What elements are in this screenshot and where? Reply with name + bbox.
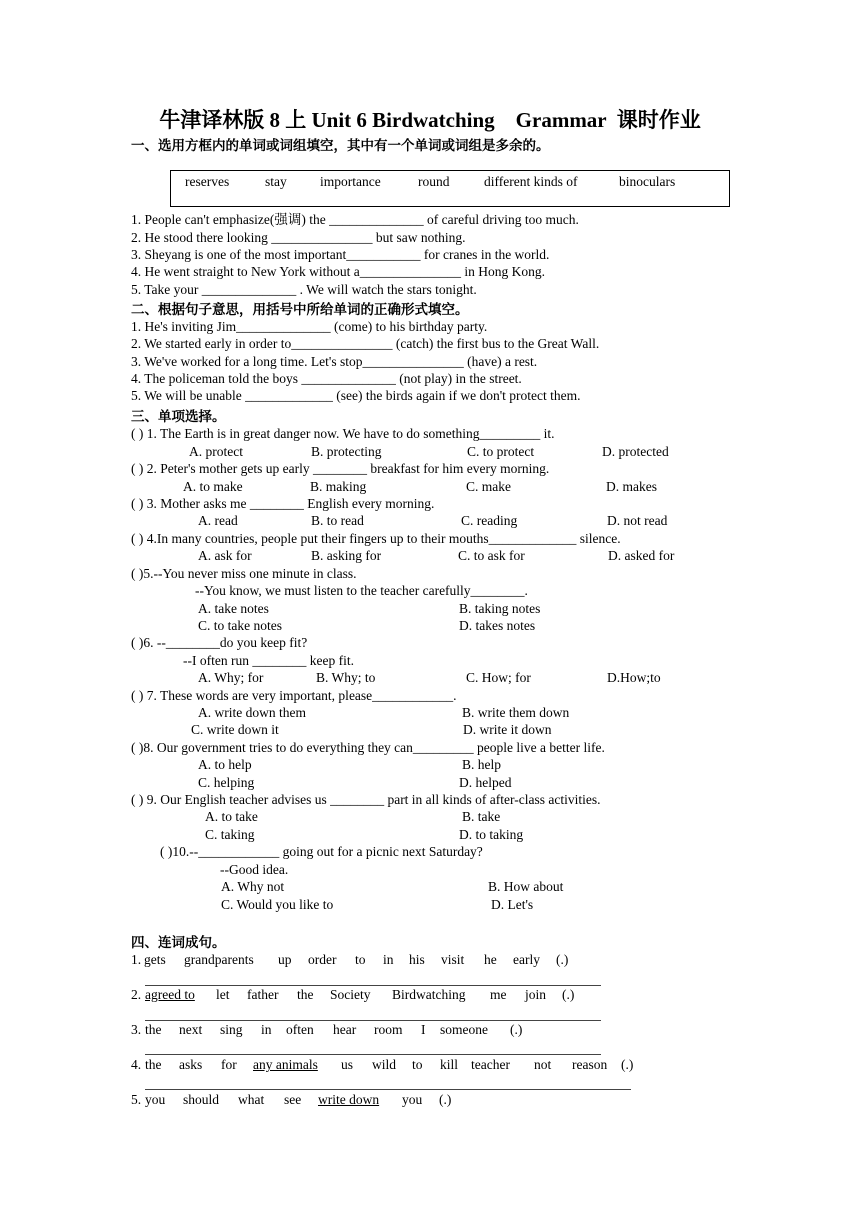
mc-q2-option-c: C. make [466,479,511,494]
mc-q1-stem: ( ) 1. The Earth is in great danger now. We have to do something_________ it. [131,426,555,441]
scramble-word: his [409,952,425,967]
mc-q1-option-c: C. to protect [467,444,535,459]
scramble-word: for [221,1057,237,1072]
answer-line [145,1089,631,1090]
scramble-word: the [145,1022,162,1037]
mc-q5-stem: ( )5.--You never miss one minute in class. [131,566,357,581]
section-4-heading: 四、连词成句。 [131,935,226,951]
part1-q5: 5. Take your ______________ . We will watch the stars tonight. [131,282,477,297]
mc-q5-stem-2: --You know, we must listen to the teacher carefully________. [195,583,528,598]
mc-q1-option-a: A. protect [189,444,243,459]
word-box-item: different kinds of [484,174,578,189]
mc-q7-option-b: B. write them down [462,705,570,720]
scramble-q3-number: 3. [131,1022,142,1037]
scramble-word: in [383,952,394,967]
scramble-word: you [402,1092,423,1107]
mc-q10-option-a: A. Why not [221,879,285,894]
scramble-q1-number: 1. [131,952,142,967]
mc-q6-option-b: B. Why; to [316,670,376,685]
mc-q6-option-c: C. How; for [466,670,531,685]
part2-q4: 4. The policeman told the boys ______________ (not play) in the street. [131,371,522,386]
mc-q4-option-a: A. ask for [198,548,252,563]
mc-q8-option-a: A. to help [198,757,252,772]
mc-q9-option-a: A. to take [205,809,258,824]
scramble-q2 [131,986,631,1003]
mc-q3-option-d: D. not read [607,513,668,528]
mc-q6-stem-2: --I often run ________ keep fit. [183,653,354,668]
scramble-word: you [145,1092,166,1107]
mc-q2-option-a: A. to make [183,479,243,494]
scramble-word: the [297,987,314,1002]
scramble-q5-number: 5. [131,1092,142,1107]
mc-q8-stem: ( )8. Our government tries to do everything they can_________ people live a better life. [131,740,605,755]
scramble-q1 [131,951,631,968]
mc-q3-option-b: B. to read [311,513,364,528]
mc-q8-option-d: D. helped [459,775,512,790]
mc-q5-option-a: A. take notes [198,601,269,616]
scramble-word: (.) [439,1092,452,1107]
scramble-word: see [284,1092,302,1107]
scramble-word: any animals [253,1057,318,1072]
mc-q5-option-d: D. takes notes [459,618,536,633]
answer-line [145,1054,601,1055]
scramble-word: to [412,1057,423,1072]
scramble-word: reason [572,1057,608,1072]
mc-q7-option-d: D. write it down [463,722,552,737]
mc-q4-option-b: B. asking for [311,548,382,563]
scramble-word: teacher [471,1057,510,1072]
mc-q6-option-d: D.How;to [607,670,661,685]
scramble-q3 [131,1021,631,1038]
scramble-word: order [308,952,337,967]
scramble-word: (.) [621,1057,634,1072]
mc-q5-option-b: B. taking notes [459,601,541,616]
mc-q10-option-d: D. Let's [491,897,534,912]
scramble-word: (.) [510,1022,523,1037]
scramble-word: agreed to [145,987,195,1002]
scramble-word: should [183,1092,220,1107]
part2-q3: 3. We've worked for a long time. Let's stop_______________ (have) a rest. [131,354,538,369]
mc-q4-option-d: D. asked for [608,548,675,563]
scramble-word: someone [440,1022,488,1037]
scramble-word: what [238,1092,265,1107]
mc-q1-option-b: B. protecting [311,444,382,459]
scramble-word: I [421,1022,426,1037]
scramble-word: grandparents [184,952,254,967]
scramble-word: (.) [556,952,569,967]
scramble-word: asks [179,1057,203,1072]
scramble-word: in [261,1022,272,1037]
word-box-item: round [418,174,450,189]
part1-q2: 2. He stood there looking _______________ but saw nothing. [131,230,466,245]
word-box-item: importance [320,174,381,189]
scramble-word: Society [330,987,371,1002]
mc-q4-option-c: C. to ask for [458,548,525,563]
part2-q2: 2. We started early in order to_______________ (catch) the first bus to the Great Wall. [131,336,600,351]
part2-q5: 5. We will be unable _____________ (see) the birds again if we don't protect them. [131,388,581,403]
mc-q2-option-b: B. making [310,479,367,494]
mc-q9-option-b: B. take [462,809,501,824]
mc-q2-option-d: D. makes [606,479,657,494]
scramble-word: let [216,987,230,1002]
scramble-q5 [131,1091,531,1108]
mc-q7-option-c: C. write down it [191,722,279,737]
scramble-q2-number: 2. [131,987,142,1002]
mc-q6-stem: ( )6. --________do you keep fit? [131,635,308,650]
scramble-word: write down [318,1092,380,1107]
part1-q1: 1. People can't emphasize(强调) the ______________ of careful driving too much. [131,212,579,227]
part1-q3: 3. Sheyang is one of the most important___________ for cranes in the world. [131,247,550,262]
mc-q9-stem: ( ) 9. Our English teacher advises us ________ part in all kinds of after-class activities. [131,792,601,807]
part1-q4: 4. He went straight to New York without a_______________ in Hong Kong. [131,264,545,279]
scramble-word: room [374,1022,403,1037]
mc-q3-option-c: C. reading [461,513,518,528]
scramble-word: us [341,1057,354,1072]
section-3-heading: 三、单项选择。 [131,409,226,425]
scramble-word: up [278,952,292,967]
section-2-heading: 二、根据句子意思，用括号中所给单词的正确形式填空。 [131,302,469,318]
word-box-item: stay [265,174,287,189]
scramble-word: early [513,952,540,967]
mc-q3-option-a: A. read [198,513,238,528]
scramble-q4-number: 4. [131,1057,142,1072]
scramble-word: me [490,987,507,1002]
mc-q4-stem: ( ) 4.In many countries, people put their fingers up to their mouths_____________ silence. [131,531,621,546]
scramble-word: father [247,987,279,1002]
scramble-word: visit [441,952,465,967]
scramble-q4 [131,1056,651,1073]
word-box [170,170,730,207]
mc-q10-option-c: C. Would you like to [221,897,334,912]
page-title: 牛津译林版 8 上 Unit 6 Birdwatching Grammar 课时作业 [159,108,701,132]
scramble-word: he [484,952,497,967]
scramble-word: kill [440,1057,459,1072]
mc-q5-option-c: C. to take notes [198,618,282,633]
mc-q6-option-a: A. Why; for [198,670,264,685]
part2-q1: 1. He's inviting Jim______________ (come) to his birthday party. [131,319,488,334]
mc-q9-option-c: C. taking [205,827,255,842]
scramble-word: join [525,987,547,1002]
mc-q10-option-b: B. How about [488,879,564,894]
scramble-word: gets [144,952,166,967]
scramble-word: often [286,1022,314,1037]
mc-q10-stem: ( )10.--____________ going out for a picnic next Saturday? [160,844,483,859]
mc-q7-stem: ( ) 7. These words are very important, please____________. [131,688,457,703]
scramble-word: next [179,1022,203,1037]
scramble-word: the [145,1057,162,1072]
mc-q8-option-c: C. helping [198,775,255,790]
mc-q9-option-d: D. to taking [459,827,524,842]
scramble-word: (.) [562,987,575,1002]
scramble-word: hear [333,1022,357,1037]
mc-q2-stem: ( ) 2. Peter's mother gets up early ________ breakfast for him every morning. [131,461,550,476]
scramble-word: sing [220,1022,243,1037]
word-box-item: reserves [185,174,230,189]
mc-q3-stem: ( ) 3. Mother asks me ________ English every morning. [131,496,435,511]
scramble-word: not [534,1057,552,1072]
word-box-item: binoculars [619,174,676,189]
scramble-word: wild [372,1057,397,1072]
mc-q8-option-b: B. help [462,757,501,772]
mc-q7-option-a: A. write down them [198,705,306,720]
mc-q10-stem-2: --Good idea. [220,862,289,877]
scramble-word: to [355,952,366,967]
mc-q1-option-d: D. protected [602,444,669,459]
section-1-heading: 一、选用方框内的单词或词组填空，其中有一个单词或词组是多余的。 [131,138,550,154]
scramble-word: Birdwatching [392,987,466,1002]
